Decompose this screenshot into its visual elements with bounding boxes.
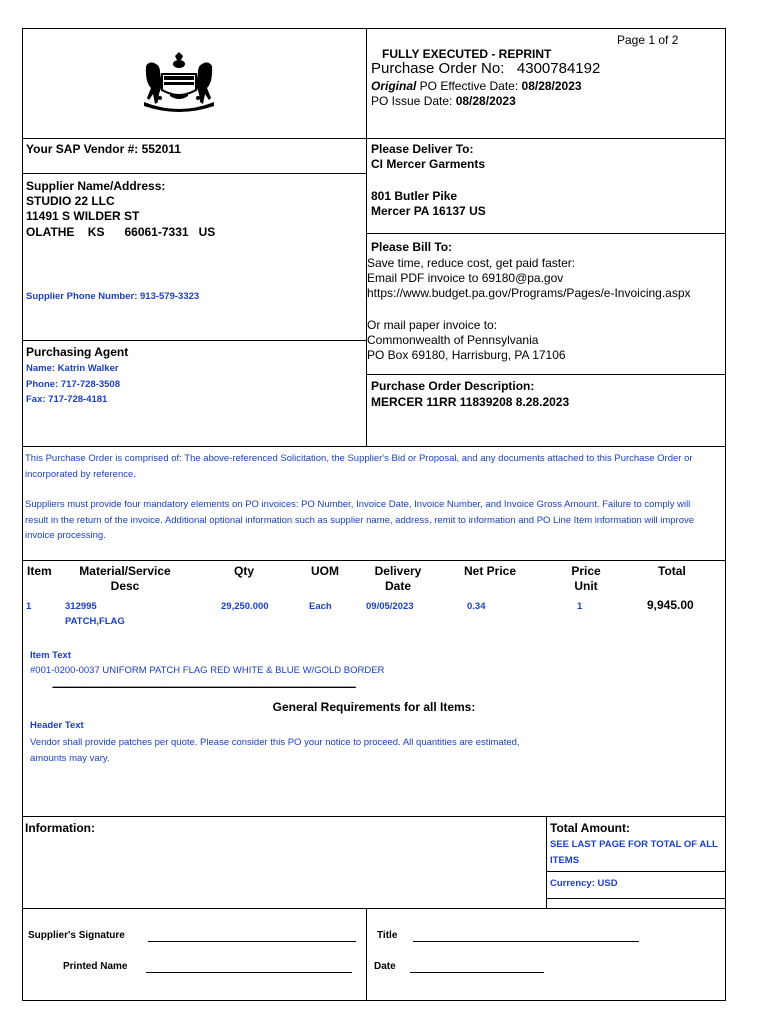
col-uom: UOM — [311, 564, 339, 578]
agent-phone: Phone: 717-728-3508 — [26, 379, 120, 390]
effective-prefix: Original — [371, 79, 417, 93]
row-total: 9,945.00 — [647, 598, 694, 612]
deliver-label: Please Deliver To: — [371, 142, 474, 156]
row-net: 0.34 — [467, 601, 486, 612]
deliver-street: 801 Butler Pike — [371, 189, 458, 203]
pennsylvania-seal-icon — [140, 50, 218, 112]
col-material-line1: Material/Service — [79, 564, 171, 578]
title-label: Title — [377, 930, 398, 941]
item-text-label: Item Text — [30, 650, 72, 661]
divider — [22, 173, 367, 174]
col-price-unit — [565, 564, 607, 594]
general-title: General Requirements for all Items: — [272, 700, 476, 714]
printed-name-field[interactable] — [146, 960, 352, 973]
divider — [366, 908, 367, 1001]
supplier-zip: 66061-7331 — [124, 225, 189, 239]
bill-url[interactable]: https://www.budget.pa.gov/Programs/Pages/e-Invoicing.aspx — [367, 286, 691, 300]
col-delivery-line2: Date — [384, 579, 411, 593]
item-text: #001-0200-0037 UNIFORM PATCH FLAG RED WHITE & BLUE W/GOLD BORDER — [30, 665, 385, 676]
effective-date: 08/28/2023 — [521, 79, 582, 93]
frame-bottom — [22, 1000, 726, 1001]
supplier-signature-label: Supplier's Signature — [28, 930, 125, 941]
divider — [546, 871, 726, 872]
deliver-name: CI Mercer Garments — [371, 157, 486, 171]
description-label: Purchase Order Description: — [371, 379, 535, 393]
bill-line: Email PDF invoice to 69180@pa.gov — [367, 271, 564, 285]
description-value: MERCER 11RR 11839208 8.28.2023 — [371, 395, 570, 409]
printed-name-label: Printed Name — [63, 961, 128, 972]
supplier-state: KS — [87, 225, 105, 239]
divider — [366, 233, 726, 234]
info-label: Information: — [25, 821, 95, 835]
row-uom: Each — [309, 601, 332, 612]
divider — [546, 898, 726, 899]
supplier-name-label: Supplier Name/Address: — [26, 179, 166, 193]
issue-date: 08/28/2023 — [455, 94, 516, 108]
bill-line: PO Box 69180, Harrisburg, PA 17106 — [367, 348, 566, 362]
divider — [546, 816, 547, 908]
col-qty: Qty — [234, 564, 255, 578]
col-price-line1: Price — [571, 564, 601, 578]
divider — [22, 816, 726, 817]
po-number: 4300784192 — [516, 60, 601, 77]
total-amount-label: Total Amount: — [550, 821, 630, 835]
deliver-city: Mercer PA 16137 US — [371, 204, 486, 218]
col-total: Total — [658, 564, 686, 578]
divider — [22, 446, 726, 447]
col-delivery — [368, 564, 428, 594]
frame-right — [725, 28, 726, 1001]
effective-date-line — [371, 79, 582, 94]
divider — [366, 374, 726, 375]
divider — [22, 340, 367, 341]
divider — [22, 138, 726, 139]
supplier-name: STUDIO 22 LLC — [26, 194, 115, 208]
agent-name: Name: Katrin Walker — [26, 363, 119, 374]
agent-label: Purchasing Agent — [26, 345, 129, 359]
divider — [22, 908, 726, 909]
dashed-divider: -------------------------------------------------------------------------------------------------------------------------------------------- — [52, 681, 355, 693]
divider — [22, 560, 726, 561]
total-amount-value: SEE LAST PAGE FOR TOTAL OF ALL ITEMS — [550, 839, 718, 866]
agent-fax: Fax: 717-728-4181 — [26, 394, 108, 405]
col-material — [70, 564, 180, 594]
issue-label: PO Issue Date: — [371, 94, 456, 108]
col-item: Item — [27, 564, 52, 578]
note-paragraph: Suppliers must provide four mandatory elements on PO invoices: PO Number, Invoice Date, Invoice Number, and Invoice Gross Amount. Failure to comply will result in the return of the invoice. Additional optional information such as supplier name, address, remit to information and PO Line Item information will improve invoice processing. — [25, 499, 695, 541]
date-field[interactable] — [410, 960, 544, 973]
row-delivery: 09/05/2023 — [366, 601, 414, 612]
sap-vendor: Your SAP Vendor #: 552011 — [26, 142, 181, 156]
supplier-country: US — [198, 225, 216, 239]
page-number: Page 1 of 2 — [617, 33, 679, 47]
issue-date-line — [371, 94, 516, 109]
supplier-city: OLATHE — [26, 225, 75, 239]
header-text: Vendor shall provide patches per quote. Please consider this PO your notice to proceed. All quantities are estimated, amounts may vary. — [30, 737, 520, 764]
po-number-line — [371, 60, 600, 78]
header-text-label: Header Text — [30, 720, 84, 731]
supplier-street: 11491 S WILDER ST — [26, 209, 140, 223]
col-net-price: Net Price — [464, 564, 517, 578]
bill-line: Commonwealth of Pennsylvania — [367, 333, 539, 347]
supplier-signature-field[interactable] — [148, 929, 356, 942]
bill-line: Save time, reduce cost, get paid faster: — [367, 256, 576, 270]
row-qty: 29,250.000 — [221, 601, 269, 612]
supplier-phone: Supplier Phone Number: 913-579-3323 — [26, 291, 200, 302]
frame-top — [22, 28, 726, 29]
bill-label: Please Bill To: — [371, 240, 453, 254]
note-paragraph: This Purchase Order is comprised of: The above-referenced Solicitation, the Supplier's Bid or Proposal, and any documents attached to this Purchase Order or incorporated by reference. — [25, 453, 693, 480]
row-material: 312995 — [65, 601, 97, 612]
col-material-line2: Desc — [110, 579, 140, 593]
supplier-city-line — [26, 225, 215, 240]
col-price-line2: Unit — [574, 579, 598, 593]
currency: Currency: USD — [550, 878, 618, 889]
bill-line: Or mail paper invoice to: — [367, 318, 498, 332]
title-field[interactable] — [413, 929, 639, 942]
divider — [366, 28, 367, 446]
po-status: FULLY EXECUTED - REPRINT — [382, 47, 552, 61]
date-label: Date — [374, 961, 396, 972]
po-label: Purchase Order No: — [371, 60, 505, 77]
effective-label: PO Effective Date: — [416, 79, 522, 93]
row-unit: 1 — [577, 601, 583, 612]
row-desc: PATCH,FLAG — [65, 616, 125, 627]
col-delivery-line1: Delivery — [374, 564, 422, 578]
row-item: 1 — [26, 601, 32, 612]
